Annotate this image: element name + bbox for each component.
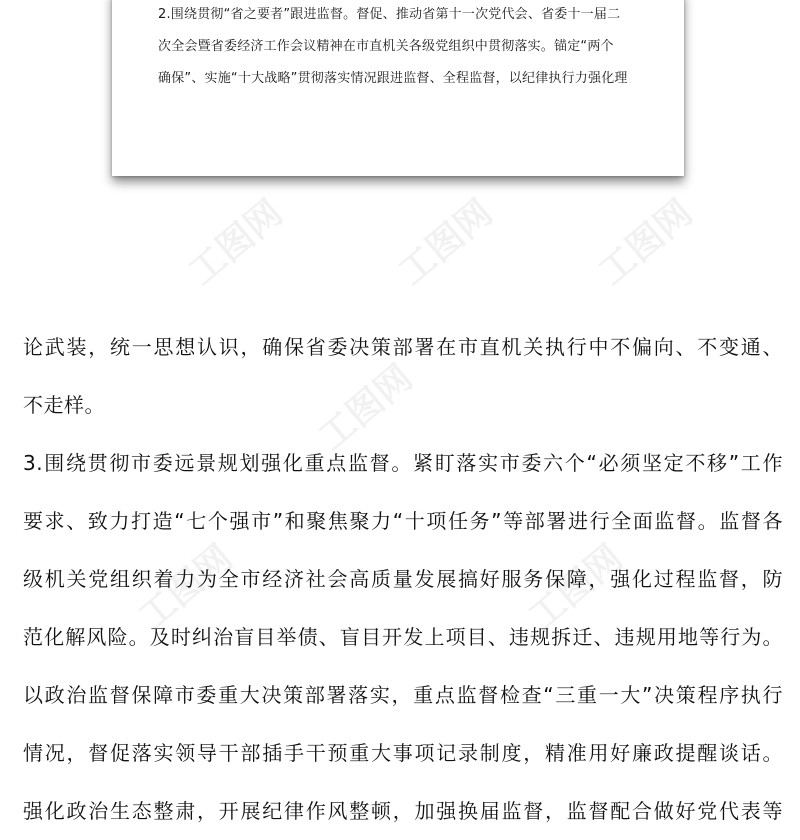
body-text-line: 以政治监督保障市委重大决策部署落实，重点监督检查“三重一大”决策程序执行 [23,683,783,707]
body-text-line: 要求、致力打造“七个强市”和聚焦聚力“十项任务”等部署进行全面监督。监督各 [23,509,783,533]
body-text-line: 强化政治生态整肃，开展纪律作风整顿，加强换届监督，监督配合做好党代表等 [23,799,783,823]
body-text-line: 情况，督促落实领导干部插手干预重大事项记录制度，精准用好廉政提醒谈话。 [23,741,783,765]
card-text-line: 2.围绕贯彻“省之要者”跟进监督。督促、推动省第十一次党代会、省委十一届二 [158,7,621,22]
watermark-logo: 工图网 [311,357,421,459]
document-page-preview [112,0,684,176]
watermark-logo: 工图网 [181,192,291,294]
body-text-line: 不走样。 [23,393,105,417]
document-body [23,318,783,840]
watermark-logo: 工图网 [591,192,701,294]
body-text-line: 级机关党组织着力为全市经济社会高质量发展搞好服务保障，强化过程监督，防 [23,567,783,591]
card-text-line: 确保”、实施“十大战略”贯彻落实情况跟进监督、全程监督，以纪律执行力强化理 [158,71,628,86]
watermark-logo: 工图网 [131,537,241,639]
preview-area [0,0,800,232]
watermark-logo: 工图网 [391,192,501,294]
card-text-line: 次全会暨省委经济工作会议精神在市直机关各级党组织中贯彻落实。锚定“两个 [158,39,614,54]
body-text-line: 论武装，统一思想认识，确保省委决策部署在市直机关执行中不偏向、不变通、 [23,335,783,359]
watermark-logo: 工图网 [521,537,631,639]
body-text-line: 范化解风险。及时纠治盲目举债、盲目开发上项目、违规拆迁、违规用地等行为。 [23,625,783,649]
body-text-line: 3.围绕贯彻市委远景规划强化重点监督。紧盯落实市委六个“必须坚定不移”工作 [23,451,783,475]
